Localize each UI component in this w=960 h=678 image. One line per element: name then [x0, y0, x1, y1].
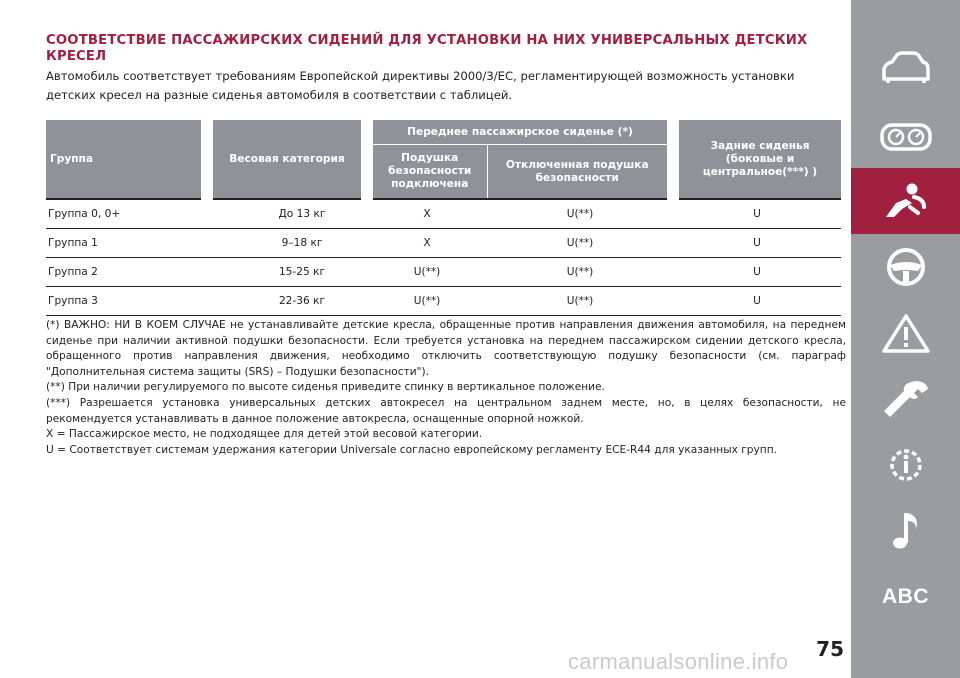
sidebar-item-multimedia[interactable] — [851, 498, 960, 564]
header-airbag-off: Отключенная подушка безопасности — [487, 145, 673, 200]
cell-airbag-off: U(**) — [487, 258, 673, 287]
cell-airbag-off: U(**) — [487, 229, 673, 258]
page-number: 75 — [816, 637, 844, 661]
cell-airbag-on: U(**) — [367, 258, 487, 287]
sidebar-item-emergency[interactable] — [851, 300, 960, 366]
cell-airbag-off: U(**) — [487, 287, 673, 316]
steering-wheel-icon — [880, 247, 932, 287]
instrument-cluster-icon — [880, 115, 932, 155]
cell-rear: U — [673, 229, 841, 258]
cell-group: Группа 3 — [46, 287, 207, 316]
watermark: carmanualsonline.info — [568, 649, 789, 674]
footnotes — [46, 318, 846, 458]
sidebar-item-maintenance[interactable] — [851, 366, 960, 432]
child-seat-table — [46, 120, 841, 316]
section-title: СООТВЕТСТВИЕ ПАССАЖИРСКИХ СИДЕНИЙ ДЛЯ УСТАНОВКИ НА НИХ УНИВЕРСАЛЬНЫХ ДЕТСКИХ КРЕСЕЛ — [46, 33, 808, 64]
legend-x: X = Пассажирское место, не подходящее для детей этой весовой категории. — [46, 428, 483, 441]
table-row — [46, 229, 841, 258]
warning-triangle-icon — [880, 313, 932, 353]
passenger-safety-icon — [880, 181, 932, 221]
info-gear-icon — [880, 445, 932, 485]
sidebar-item-starting[interactable] — [851, 234, 960, 300]
cell-rear: U — [673, 258, 841, 287]
table-row — [46, 199, 841, 229]
sidebar-item-safety[interactable] — [851, 168, 960, 234]
header-rear-seats: Задние сиденья (боковые и центральное(***) ) — [673, 120, 841, 199]
footnote-center-rear: (***) Разрешается установка универсальных детских автокресел на центральном заднем месте, но, в целях безопасности, не рекомендуется устанавливать в данное положение автокресла, оснащенные опорной ножкой. — [46, 396, 846, 425]
legend-u: U = Соответствует системам удержания категории Universale согласно европейскому регламенту ECE-R44 для указанных групп. — [46, 443, 778, 456]
cell-airbag-off: U(**) — [487, 199, 673, 229]
table-row — [46, 287, 841, 316]
cell-weight: 15-25 кг — [207, 258, 367, 287]
header-front-seat: Переднее пассажирское сиденье (*) — [367, 120, 673, 145]
cell-airbag-on: U(**) — [367, 287, 487, 316]
cell-group: Группа 2 — [46, 258, 207, 287]
wrench-icon — [880, 379, 932, 419]
intro-paragraph: Автомобиль соответствует требованиям Европейской директивы 2000/3/ЕС, регламентирующей возможность установки детских кресел на разные сиденья автомобиля в соответствии с таблицей. — [46, 69, 795, 102]
sidebar-item-index[interactable]: ABC — [882, 585, 929, 608]
header-group: Группа — [46, 120, 207, 199]
table-row — [46, 258, 841, 287]
footnote-seat-height: (**) При наличии регулируемого по высоте сиденья приведите спинку в вертикальное положение. — [46, 381, 605, 394]
cell-weight: 9–18 кг — [207, 229, 367, 258]
sidebar-item-instruments[interactable] — [851, 102, 960, 168]
cell-airbag-on: X — [367, 199, 487, 229]
cell-group: Группа 1 — [46, 229, 207, 258]
footnote-important: (*) ВАЖНО: НИ В КОЕМ СЛУЧАЕ не устанавливайте детские кресла, обращенные против направления движения автомобиля, на переднем сиденье при наличии активной подушки безопасности. Если требуется установка на переднем пассажирском сидении детского кресла, обращенного против направления движения, необходимо отключить соответствующую подушку безопасности (см. параграф "Дополнительная система защиты (SRS) – Подушки безопасности"). — [46, 319, 846, 378]
sidebar-item-car[interactable] — [851, 36, 960, 102]
cell-rear: U — [673, 287, 841, 316]
cell-weight: До 13 кг — [207, 199, 367, 229]
header-weight: Весовая категория — [207, 120, 367, 199]
sidebar-item-technical-data[interactable] — [851, 432, 960, 498]
cell-group: Группа 0, 0+ — [46, 199, 207, 229]
car-icon — [880, 49, 932, 89]
header-airbag-on: Подушка безопасности подключена — [367, 145, 487, 200]
music-note-icon — [880, 511, 932, 551]
cell-airbag-on: X — [367, 229, 487, 258]
cell-rear: U — [673, 199, 841, 229]
cell-weight: 22-36 кг — [207, 287, 367, 316]
chapter-sidebar — [851, 0, 960, 678]
